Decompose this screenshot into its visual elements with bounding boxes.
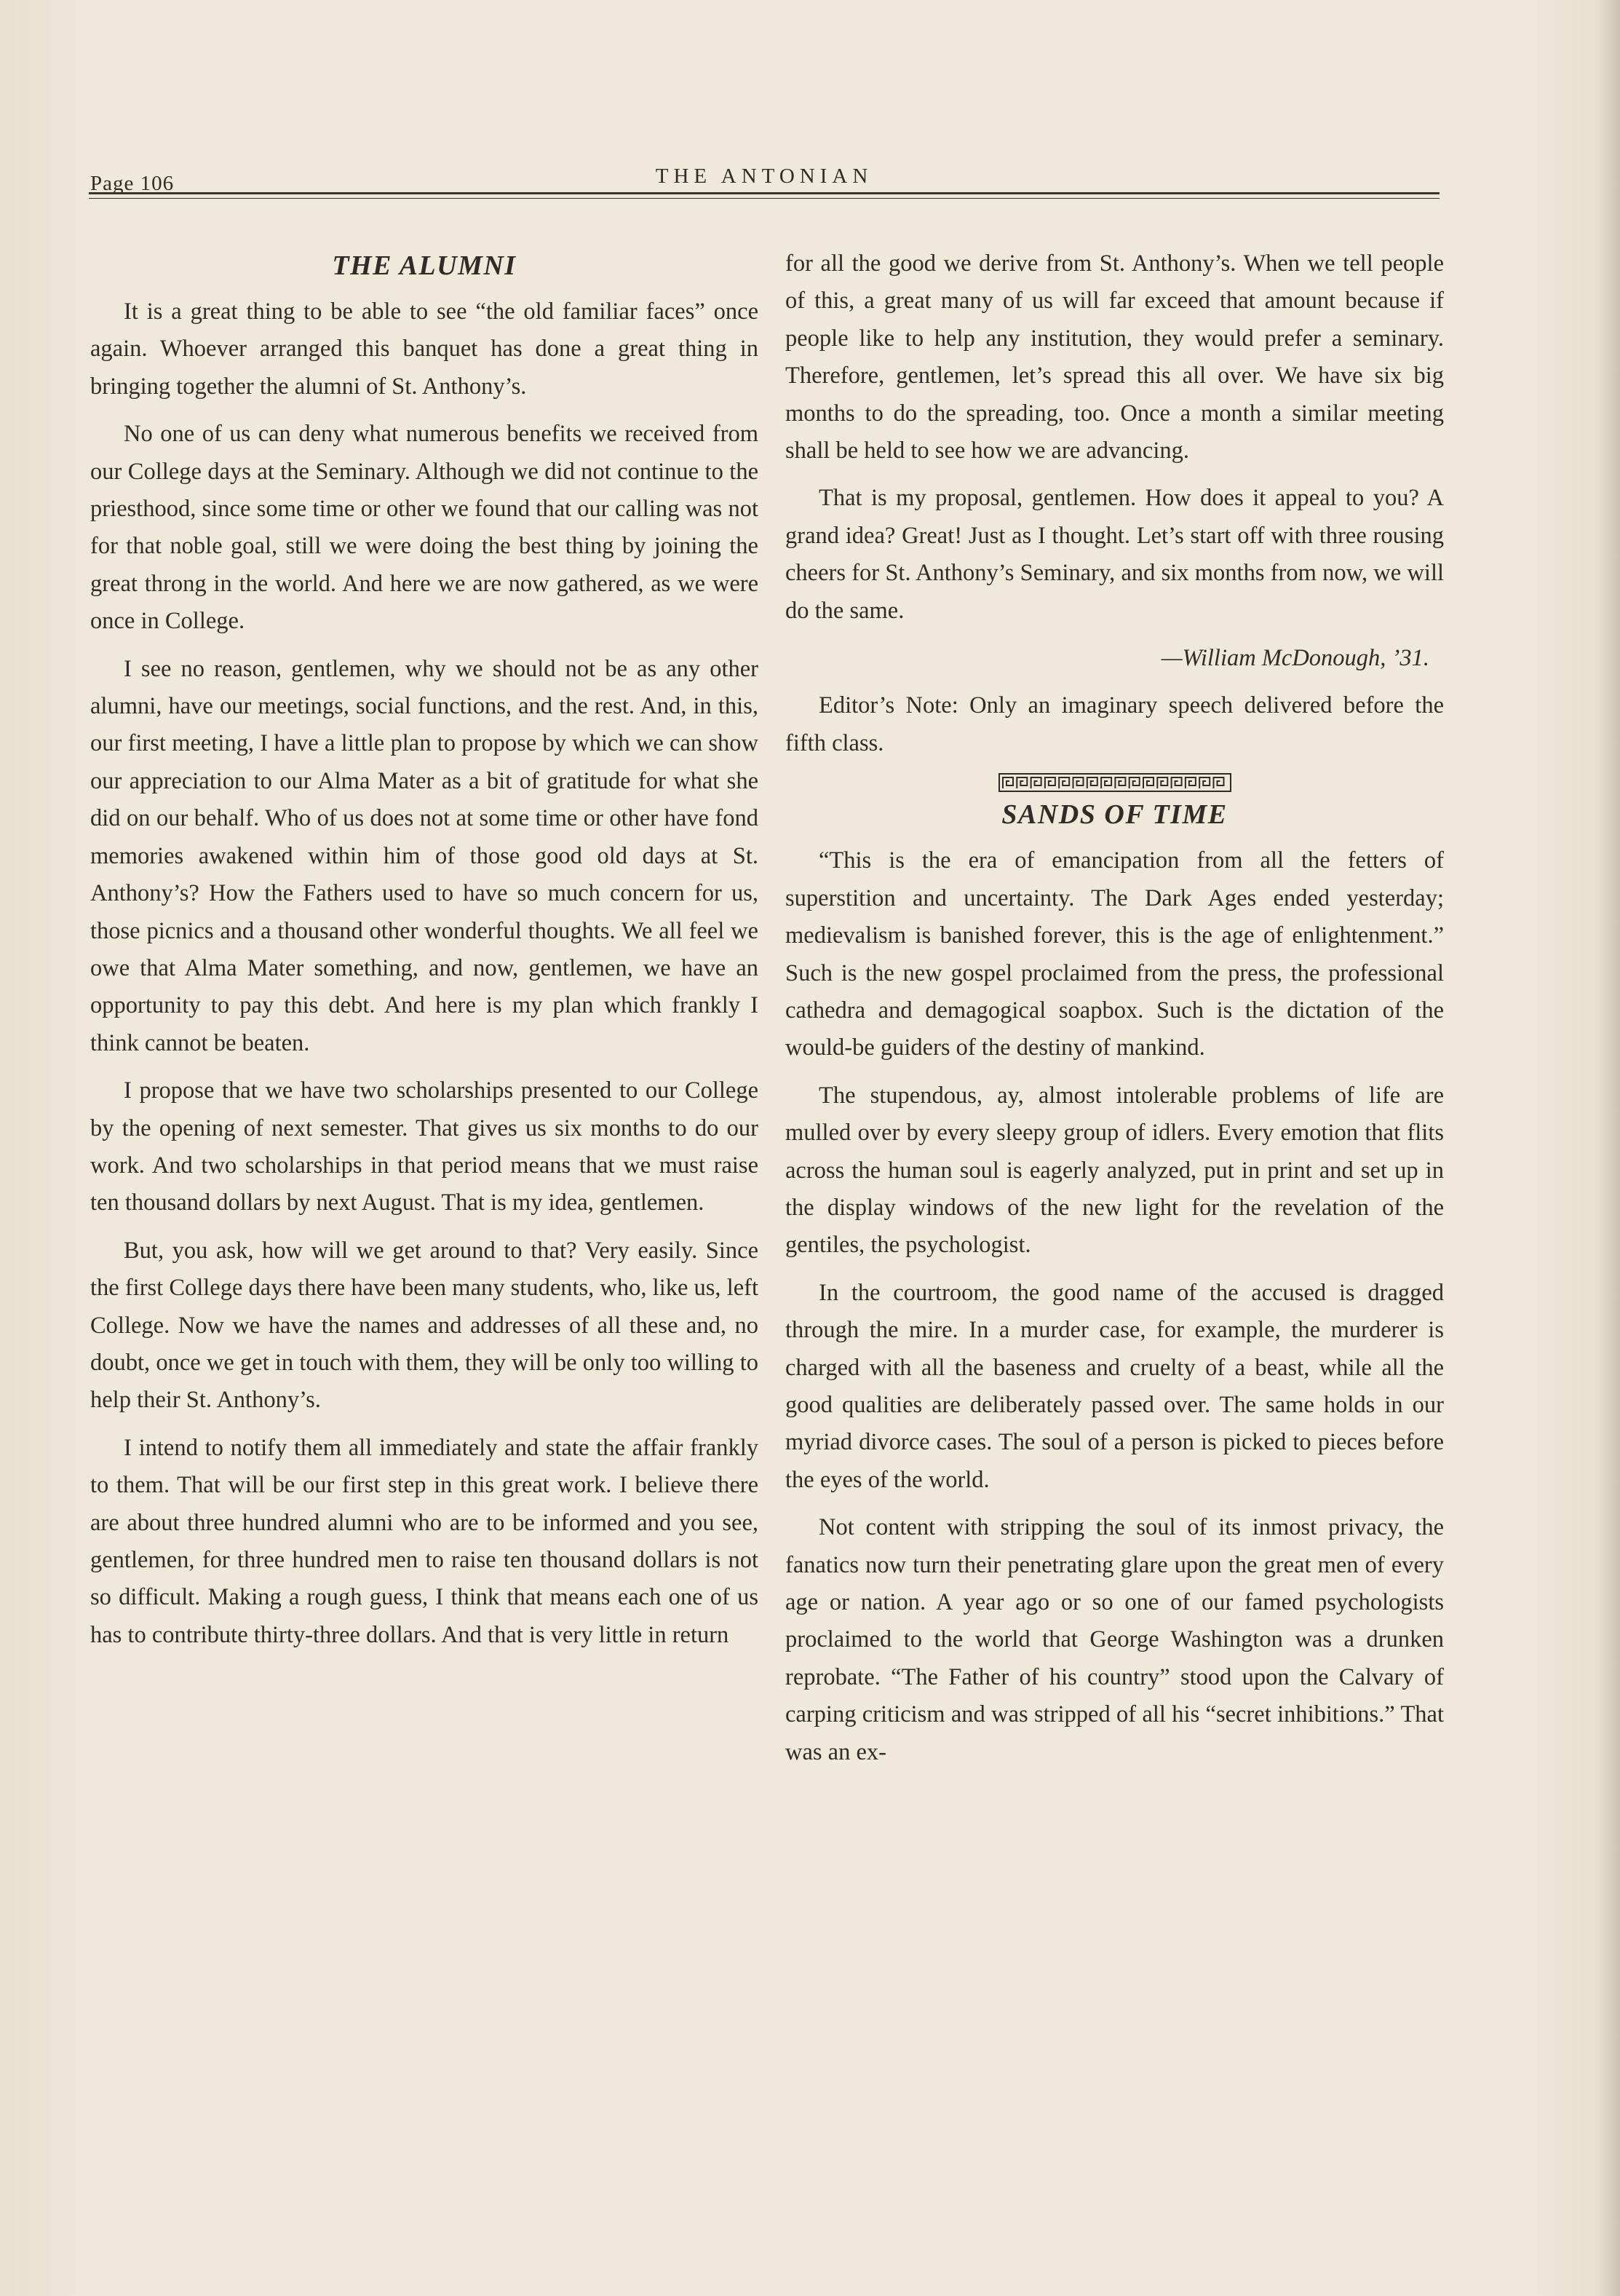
page-number: Page 106 bbox=[90, 172, 175, 195]
left-column bbox=[90, 245, 758, 1664]
right-column bbox=[785, 245, 1444, 1781]
editors-note: Editor’s Note: Only an imaginary speech delivered before the fifth class. bbox=[785, 692, 1444, 756]
page-header bbox=[89, 162, 1440, 205]
alumni-paragraph: I propose that we have two scholarships presented to our College by the opening of next semester. That gives us six months to do our work. And two scholarships in that period means that we must raise ten thousand dollars by next August. That is my idea, gentlemen. bbox=[90, 1077, 758, 1216]
sands-paragraph: Not content with stripping the soul of its inmost privacy, the fanatics now turn their penetrating glare upon the great men of every age or nation. A year ago or so one of our famed psychologists proclaimed to the world that George Washington was a drunken reprobate. “The Father of his country” stood upon the Calvary of carping criticism and was stripped of all his “secret inhibitions.” That was an ex- bbox=[785, 1514, 1444, 1765]
greek-key-ornament-icon bbox=[998, 772, 1231, 793]
alumni-continuation: for all the good we derive from St. Anthony’s. When we tell people of this, a great many of us will far exceed that amount because if people like to help any institution, they would prefer a seminary. Therefore, gentlemen, let’s spread this all over. We have six big months to do the spreading, too. Once a month a similar meeting shall be held to see how we are advancing. bbox=[785, 250, 1444, 464]
sands-heading: SANDS OF TIME bbox=[1001, 799, 1228, 831]
header-rule-thick bbox=[89, 192, 1440, 194]
alumni-paragraph: I see no reason, gentlemen, why we should not be as any other alumni, have our meetings, social functions, and the rest. And, in this, our first meeting, I have a little plan to propose by which we can show our appreciation to our Alma Mater as a bit of gratitude for what she did on our behalf. Who of us does not at some time or other have fond memories awakened within him of those good old days at St. Anthony’s? How the Fathers used to have so much concern for us, those picnics and a thousand other wonderful thoughts. We all feel we owe that Alma Mater something, and now, gentlemen, we have an opportunity to pay this debt. And here is my plan which frankly I think cannot be beaten. bbox=[90, 655, 758, 1056]
alumni-paragraph: I intend to notify them all immediately and state the affair frankly to them. That will be our first step in this great work. I believe there are about three hundred alumni who are to be informed and you see, gentlemen, for three hundred men to raise ten thousand dollars is not so difficult. Making a rough guess, I think that means each one of us has to contribute thirty-three dollars. And that is very little in return bbox=[90, 1434, 758, 1648]
alumni-paragraph: It is a great thing to be able to see “the old familiar faces” once again. Whoever arranged this banquet has done a great thing in bringing together the alumni of St. Anthony’s. bbox=[90, 298, 758, 400]
page-edge-shadow bbox=[1598, 0, 1620, 2296]
alumni-heading: THE ALUMNI bbox=[332, 250, 517, 281]
header-rule-thin bbox=[89, 198, 1440, 199]
running-title: THE ANTONIAN bbox=[655, 165, 873, 188]
alumni-paragraph: No one of us can deny what numerous benefits we received from our College days at the Seminary. Although we did not continue to the priesthood, since some time or other we found that our calling was not for that noble goal, still we were doing the best thing by joining the great throng in the world. And here we are now gathered, as we were once in College. bbox=[90, 421, 758, 635]
sands-paragraph: “This is the era of emancipation from all the fetters of superstition and uncertainty. The Dark Ages ended yesterday; medievalism is banished forever, this is the age of enlightenment.” Such is the new gospel proclaimed from the press, the professional cathedra and demagogical soapbox. Such is the dictation of the would-be guiders of the destiny of mankind. bbox=[785, 847, 1444, 1061]
author-signature: —William McDonough, ’31. bbox=[1161, 645, 1429, 672]
sands-paragraph: The stupendous, ay, almost intolerable problems of life are mulled over by every sleepy group of idlers. Every emotion that flits across the human soul is eagerly analyzed, put in print and set up in the display windows of the new light for the revelation of the gentiles, the psychologist. bbox=[785, 1082, 1444, 1259]
alumni-continuation: That is my proposal, gentlemen. How does it appeal to you? A grand idea? Great! Just as I thought. Let’s start off with three rousing cheers for St. Anthony’s Seminary, and six months from now, we will do the same. bbox=[785, 485, 1444, 624]
sands-paragraph: In the courtroom, the good name of the accused is dragged through the mire. In a murder case, for example, the murderer is charged with all the baseness and cruelty of a beast, while all the good qualities are deliberately passed over. The same holds in our myriad divorce cases. The soul of a person is picked to pieces before the eyes of the world. bbox=[785, 1279, 1444, 1493]
alumni-paragraph: But, you ask, how will we get around to that? Very easily. Since the first College days there have been many students, who, like us, left College. Now we have the names and addresses of all these and, no doubt, once we get in touch with them, they will be only too willing to help their St. Anthony’s. bbox=[90, 1237, 758, 1414]
